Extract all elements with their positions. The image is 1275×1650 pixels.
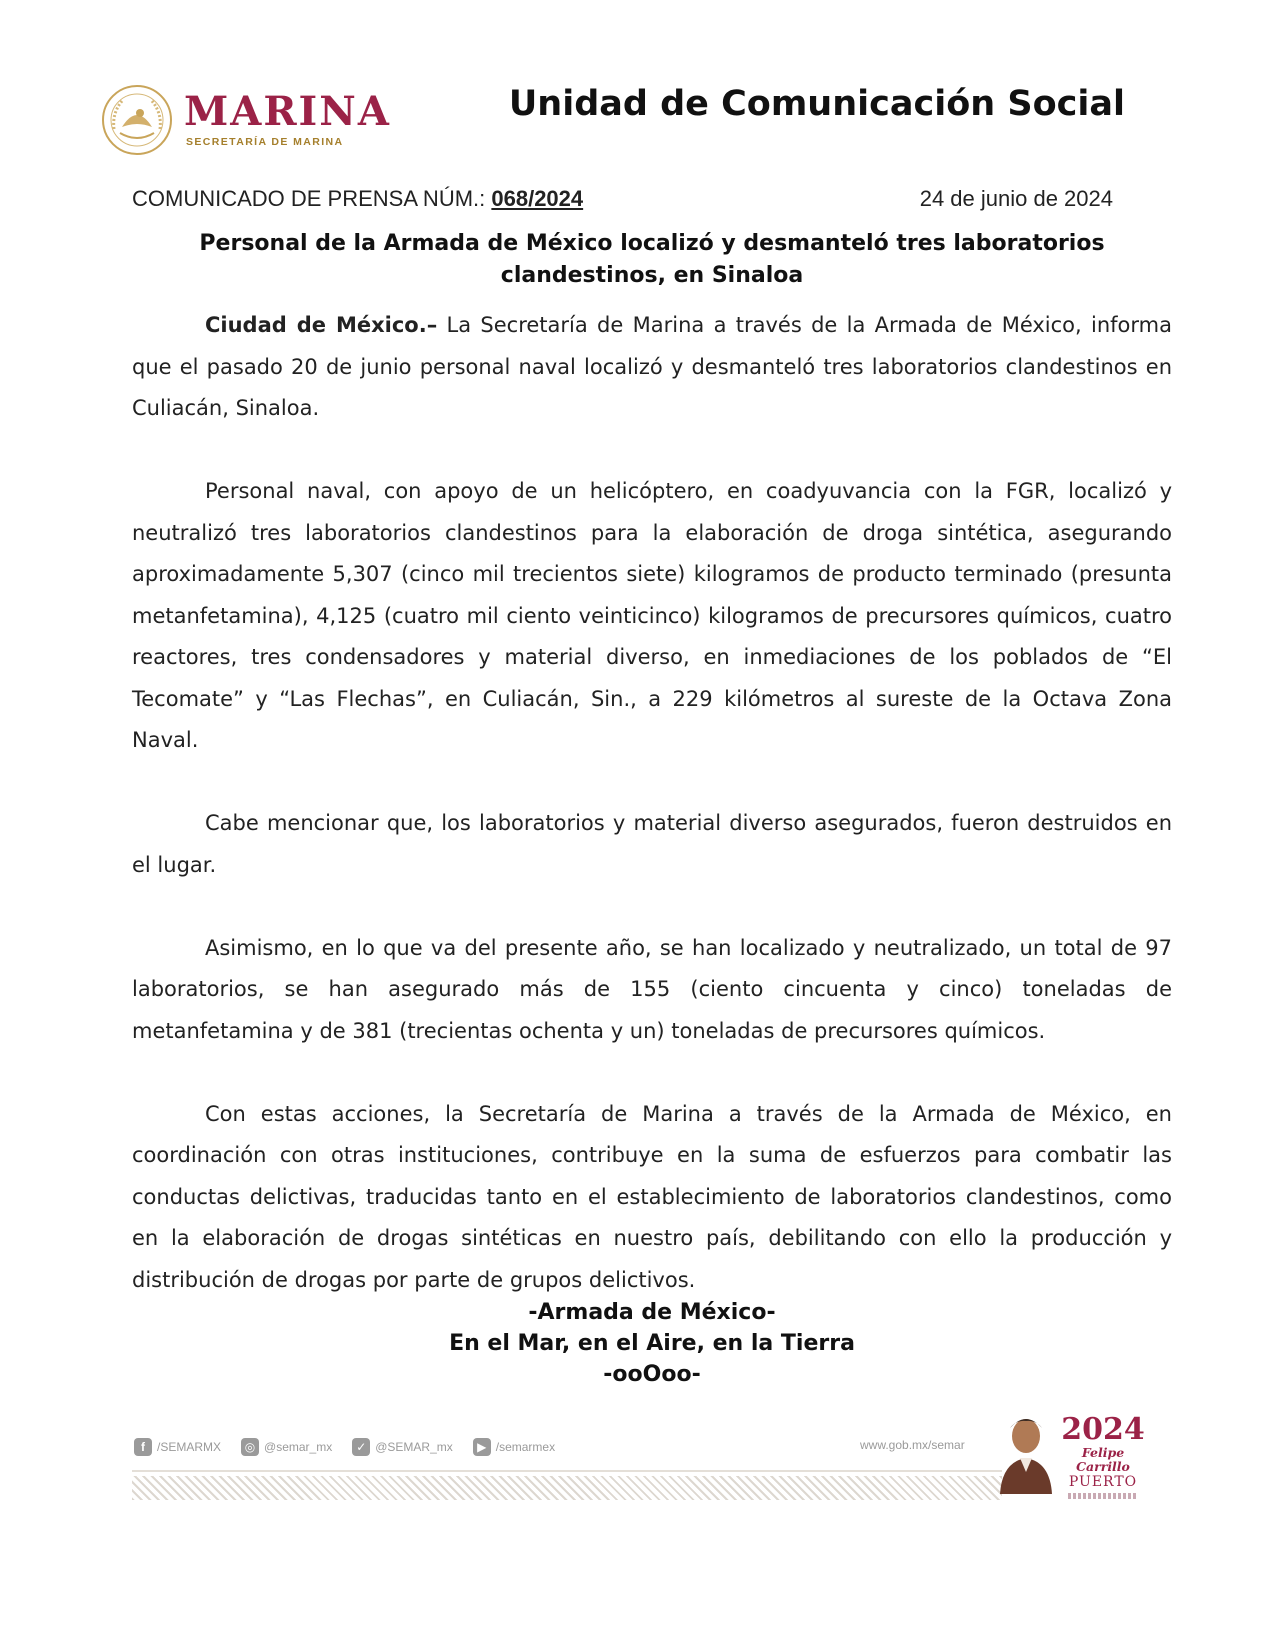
paragraph-5: Con estas acciones, la Secretaría de Marina a través de la Armada de México, en coordinación con otras instituciones, contribuye en la suma de esfuerzos para combatir las conductas delictivas, traducidas tanto en el establecimiento de laboratorios clandestinos, como en la elaboración de drogas sintéticas en nuestro país, debilitando con ello la producción y distribución de drogas por parte de grupos delictivos. (132, 1101, 1172, 1292)
social-label: /SEMARMX (157, 1440, 222, 1454)
anniversary-year: 2024 (1061, 1412, 1145, 1447)
footer-divider (132, 1470, 1002, 1472)
social-label: @semar_mx (264, 1440, 333, 1454)
social-facebook (134, 1438, 221, 1456)
closing-line-3: -ooOoo- (603, 1362, 701, 1387)
social-label: /semarmex (495, 1440, 556, 1454)
dateline: Ciudad de México.– (205, 313, 438, 337)
unit-title: Unidad de Comunicación Social (508, 84, 1125, 124)
honoree-last-name: PUERTO (1068, 1474, 1138, 1490)
youtube-icon: ▶ (473, 1438, 491, 1456)
headline-line-1: Personal de la Armada de México localizó y desmanteló tres laboratorios (199, 231, 1105, 256)
closing-block (132, 1297, 1172, 1390)
national-seal-icon (100, 83, 174, 157)
social-instagram (241, 1438, 332, 1456)
footer-website: www.gob.mx/semar (860, 1438, 965, 1452)
brand-block (184, 88, 391, 148)
paragraph-4: Asimismo, en lo que va del presente año, se han localizado y neutralizado, un total de 97 laboratorios, se han asegurado más de 155 (ciento cincuenta y cinco) toneladas de metanfetamina y de 381 (trecientas ochenta y un) toneladas de precursores químicos. (132, 935, 1172, 1043)
press-release-label: COMUNICADO DE PRENSA NÚM.: (132, 186, 492, 211)
social-youtube (473, 1438, 555, 1456)
paragraph-2: Personal naval, con apoyo de un helicóptero, en coadyuvancia con la FGR, localizó y neutralizó tres laboratorios clandestinos para la elaboración de droga sintética, asegurando aproximadamente 5,307 (cinco mil trecientos siete) kilogramos de producto terminado (presunta metanfetamina), 4,125 (cuatro mil ciento veinticinco) kilogramos de precursores químicos, cuatro reactores, tres condensadores y material diverso, en inmediaciones de los poblados de “El Tecomate” y “Las Flechas”, en Culiacán, Sin., a 229 kilómetros al sureste de la Octava Zona Naval. (132, 479, 1172, 752)
instagram-icon: ◎ (241, 1438, 259, 1456)
social-label: @SEMAR_mx (375, 1440, 453, 1454)
press-release-number: 068/2024 (491, 186, 584, 211)
anniversary-mark (1058, 1414, 1148, 1499)
marina-logo (100, 80, 391, 160)
paragraph-1 (132, 305, 1172, 430)
honoree-first-name: Felipe Carrillo (1076, 1445, 1130, 1474)
paragraph-3: Cabe mencionar que, los laboratorios y material diverso asegurados, fueron destruidos en el lugar. (132, 811, 1172, 877)
headline-line-2: clandestinos, en Sinaloa (500, 263, 804, 288)
footer-decorative-pattern (132, 1476, 1002, 1500)
brand-subtitle: SECRETARÍA DE MARINA (186, 136, 344, 148)
press-release-date: 24 de junio de 2024 (919, 186, 1113, 211)
headline (132, 228, 1172, 292)
closing-line-1: -Armada de México- (528, 1300, 776, 1325)
twitter-icon: ✓ (352, 1438, 370, 1456)
article-body (132, 305, 1172, 1343)
paragraph-1-text: La Secretaría de Marina a través de la Armada de México, informa que el pasado 20 de junio personal naval localizó y desmanteló tres laboratorios clandestinos en Culiacán, Sinaloa. (132, 313, 1172, 420)
honoree-fine-print (1068, 1493, 1138, 1499)
facebook-icon: f (134, 1438, 152, 1456)
social-twitter (352, 1438, 453, 1456)
press-release-number-line (132, 186, 583, 212)
closing-motto: En el Mar, en el Aire, en la Tierra (449, 1331, 855, 1356)
brand-name: MARINA (184, 88, 391, 135)
felipe-carrillo-puerto-portrait-icon (996, 1410, 1054, 1494)
